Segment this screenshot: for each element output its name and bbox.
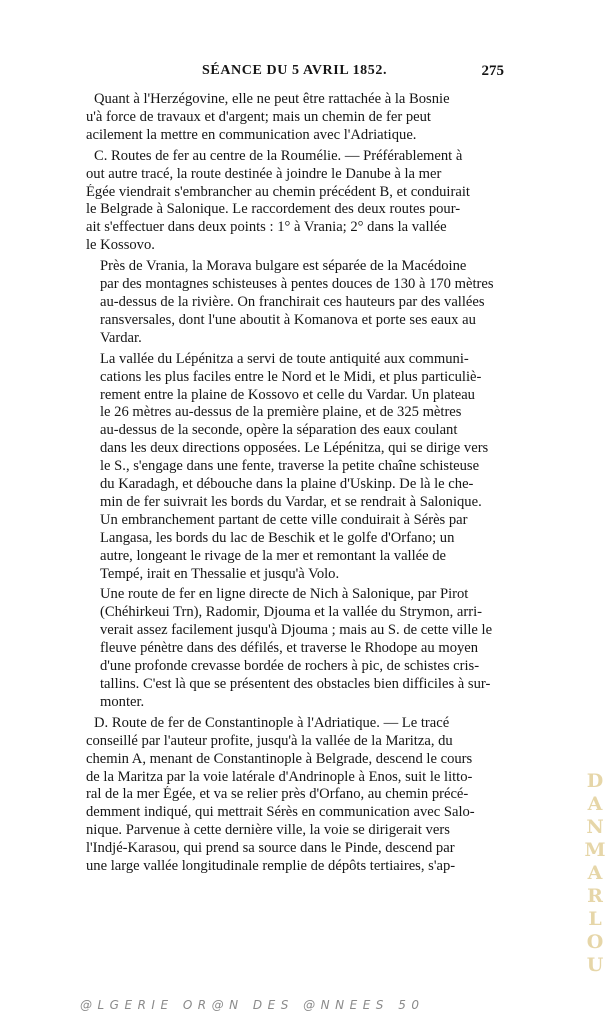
text-line: du Karadagh, et débouche dans la plaine d'Uskinp. De là le che- [100,476,474,493]
text-line: Tempé, irait en Thessalie et jusqu'à Volo. [100,565,340,582]
text-line: le 26 mètres au-dessus de la première plaine, et de 325 mètres [100,404,462,421]
text-line: Langasa, les bords du lac de Beschik et le golfe d'Orfano; un [100,529,455,546]
text-line: le Kossovo. [86,237,155,254]
text-line: (Chéhirkeui Trn), Radomir, Djouma et la vallée du Strymon, arri- [100,604,483,621]
text-line: monter. [100,693,145,710]
running-header [86,63,504,85]
text-line: verait assez facilement jusqu'à Djouma ; mais au S. de cette ville le [100,622,493,639]
body-text [86,91,506,879]
text-line: d'une profonde crevasse bordée de rochers à pic, de schistes cris- [100,658,480,675]
text-line: dans les deux directions opposées. Le Lépénitza, qui se dirige vers [100,440,489,457]
paragraph [86,148,506,255]
text-line: C. Routes de fer au centre de la Roumélie. — Préférablement à [94,147,463,164]
paragraph [86,351,506,584]
text-line: Un embranchement partant de cette ville conduirait à Sérès par [100,511,468,528]
text-line: Égée viendrait s'embrancher au chemin précédent B, et conduirait [86,183,470,200]
side-watermark: DANMARLOU [584,770,606,977]
footer-watermark: @LGERIE OR@N DES @NNEES 50 [80,998,425,1012]
text-line: min de fer suivrait les bords du Vardar, et se rendrait à Salonique. [100,493,482,510]
text-line: demment indiqué, qui mettrait Sérès en communication avec Salo- [86,804,475,821]
text-line: conseillé par l'auteur profite, jusqu'à la vallée de la Maritza, du [86,732,453,749]
text-line: ait s'effectuer dans deux points : 1° à Vrania; 2° dans la vallée [86,219,447,236]
text-line: au-dessus de la rivière. On franchirait ces hauteurs par des vallées [100,293,485,310]
text-line: par des montagnes schisteuses à pentes douces de 130 à 170 mètres [100,276,494,293]
text-line: autre, longeant le rivage de la mer et remontant la vallée de [100,547,447,564]
text-line: de la Maritza par la voie latérale d'Andrinople à Enos, suit le litto- [86,768,473,785]
page-number: 275 [481,63,504,79]
paragraph [86,91,506,145]
text-line: rement entre la plaine de Kossovo et celle du Vardar. Un plateau [100,386,475,403]
text-line: acilement la mettre en communication avec l'Adriatique. [86,126,417,143]
text-line: au-dessus de la seconde, opère la séparation des eaux coulant [100,422,458,439]
header-title: SÉANCE DU 5 AVRIL 1852. [202,63,388,78]
paragraph [86,258,506,348]
text-line: une large vallée longitudinale remplie de dépôts tertiaires, s'ap- [86,858,456,875]
text-line: cations les plus faciles entre le Nord et le Midi, et plus particuliè- [100,368,482,385]
paragraph [86,586,506,711]
text-line: le S., s'engage dans une fente, traverse la petite chaîne schisteuse [100,458,480,475]
text-line: u'à force de travaux et d'argent; mais un chemin de fer peut [86,108,431,125]
text-line: chemin A, menant de Constantinople à Belgrade, descend le cours [86,750,473,767]
text-line: Près de Vrania, la Morava bulgare est séparée de la Macédoine [100,258,467,275]
text-line: Quant à l'Herzégovine, elle ne peut être rattachée à la Bosnie [94,91,450,107]
text-line: l'Indjé-Karasou, qui prend sa source dans le Pinde, descend par [86,840,455,857]
text-line: Vardar. [100,329,142,346]
text-line: tallins. C'est là que se présentent des obstacles bien difficiles à sur- [100,676,491,692]
text-line: Une route de fer en ligne directe de Nich à Salonique, par Pirot [100,586,469,603]
text-line: nique. Parvenue à cette dernière ville, la voie se dirigerait vers [86,822,450,839]
text-line: La vallée du Lépénitza a servi de toute antiquité aux communi- [100,350,469,367]
paragraph [86,715,506,876]
text-line: ral de la mer Égée, et va se relier près d'Orfano, au chemin précé- [86,786,469,803]
text-line: out autre tracé, la route destinée à joindre le Danube à la mer [86,165,442,182]
text-line: D. Route de fer de Constantinople à l'Adriatique. — Le tracé [94,714,450,731]
text-line: le Belgrade à Salonique. Le raccordement des deux routes pour- [86,201,461,218]
text-line: ransversales, dont l'une aboutit à Komanova et porte ses eaux au [100,311,476,328]
text-line: fleuve pénètre dans des défilés, et traverse le Rhodope au moyen [100,640,479,657]
